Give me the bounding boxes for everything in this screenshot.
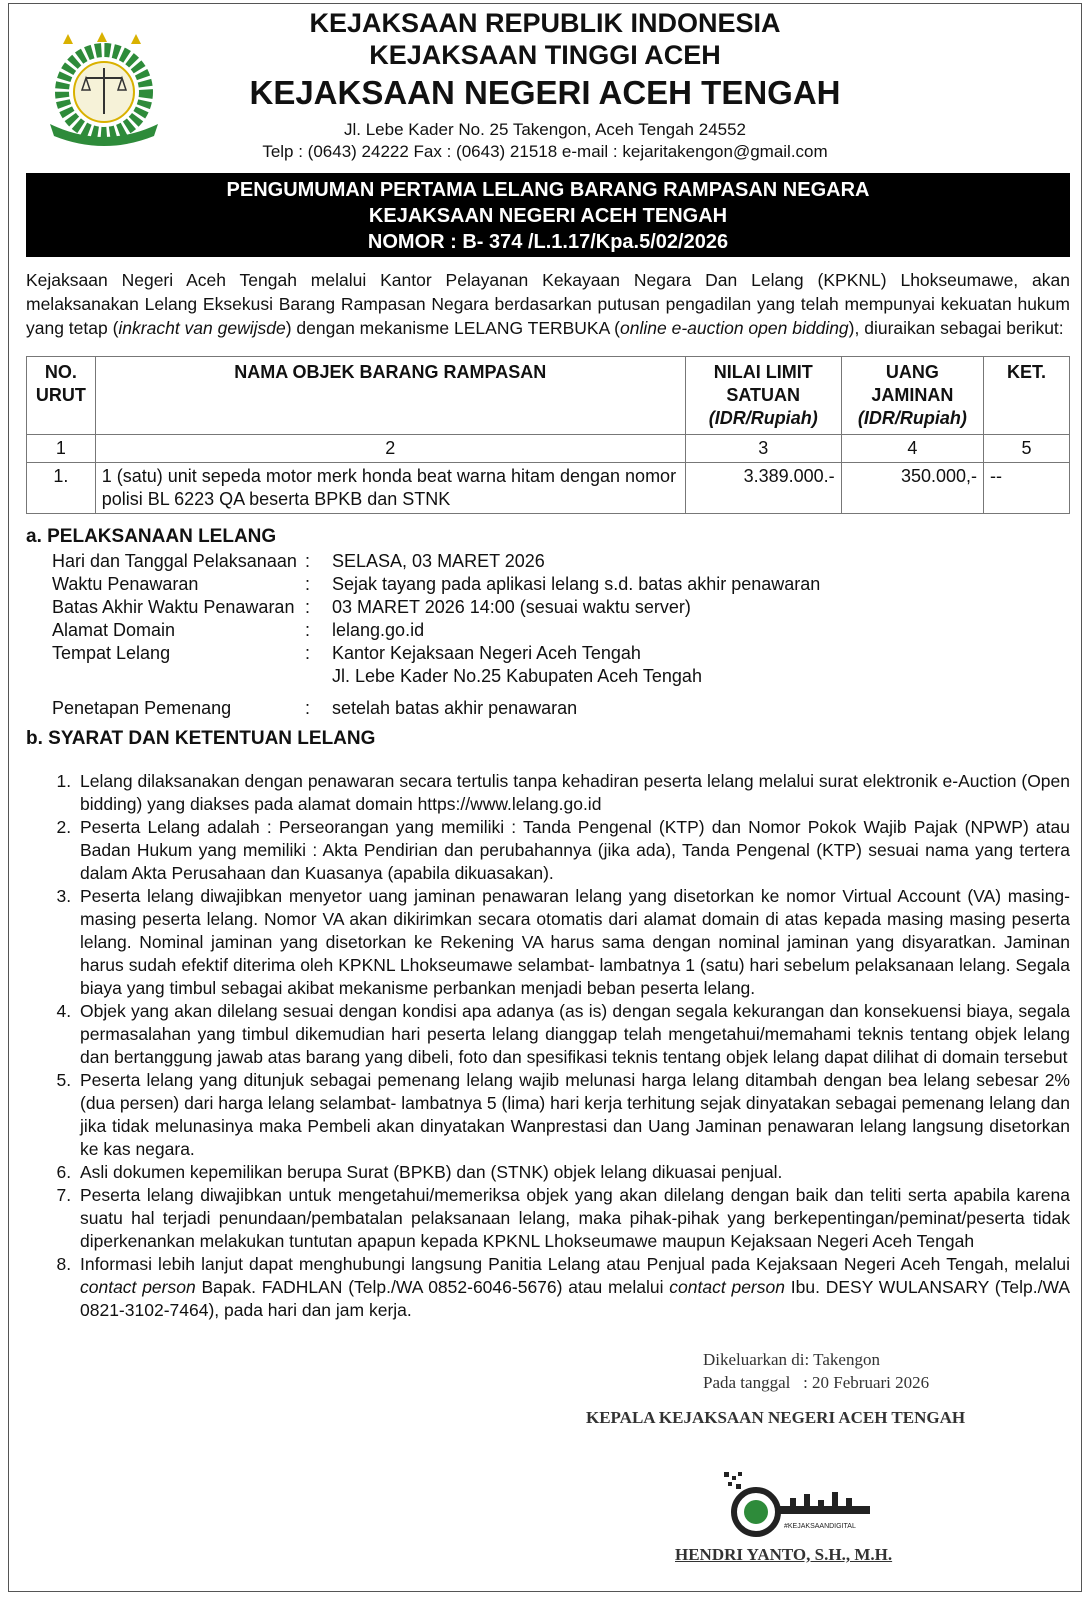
header-jaminan-label: UANG JAMINAN xyxy=(871,362,954,405)
digital-signature-qr-icon xyxy=(720,1470,880,1540)
row-ket: -- xyxy=(984,463,1070,514)
schedule-key: Hari dan Tanggal Pelaksanaan xyxy=(52,551,297,571)
issued-place: Dikeluarkan di: Takengon xyxy=(703,1350,880,1369)
row-jaminan: 350.000,- xyxy=(841,463,983,514)
header-jaminan xyxy=(841,357,983,435)
list-item: 2. Peserta Lelang adalah : Perseorangan yang memiliki : Tanda Pengenal (KTP) dan Nomor Pokok Wajib Pajak (NPWP) atau Badan Hukum yang memiliki : Akta Pendirian dan perubahannya (jika ada), Tanda Pengenal (KTP) sesuai nama yang tertera dalam Akta Perusahaan dan Kuasanya (apabila dikuasakan). xyxy=(76,816,1070,885)
schedule-key: Alamat Domain xyxy=(52,620,176,640)
banner-line-1: PENGUMUMAN PERTAMA LELANG BARANG RAMPASAN NEGARA xyxy=(226,179,870,201)
header-name: NAMA OBJEK BARANG RAMPASAN xyxy=(95,357,685,435)
schedule-value: lelang.go.id xyxy=(332,620,425,640)
intro-paragraph xyxy=(26,268,1070,340)
schedule-colon: : xyxy=(305,698,311,718)
schedule-colon: : xyxy=(305,597,311,617)
header-no: NO. URUT xyxy=(27,357,96,435)
schedule-value: SELASA, 03 MARET 2026 xyxy=(332,551,545,571)
issued-date: Pada tanggal : 20 Februari 2026 xyxy=(703,1373,930,1392)
schedule-colon: : xyxy=(305,643,311,663)
intro-text-1: Kejaksaan Negeri Aceh Tengah melalui Kantor Pelayanan Kekayaan Negara Dan Lelang (KPKNL) Lhokseumawe, akan melaksanakan Lelang Eksekusi Barang Rampasan Negara berdasarkan putusan pengadilan yang telah mempunyai kekuatan hukum yang tetap ( xyxy=(26,270,1070,338)
header-line-1: KEJAKSAAN REPUBLIK INDONESIA xyxy=(309,8,781,38)
intro-italic-1: inkracht van gewijsde xyxy=(118,318,286,338)
intro-italic-2: online e-auction open bidding xyxy=(620,318,849,338)
header-line-2: KEJAKSAAN TINGGI ACEH xyxy=(369,40,721,70)
row-no: 1. xyxy=(27,463,96,514)
header-limit-label: NILAI LIMIT SATUAN xyxy=(713,362,813,405)
list-item: 4. Objek yang akan dilelang sesuai dengan kondisi apa adanya (as is) dengan segala kekurangan dan konsekuensi biaya, segala permasalahan yang timbul dikemudian hari peserta lelang dianggap telah mengetahui/memahami teknis tentang objek lelang dan bertanggung jawab atas barang yang dibeli, foto dan spesifikasi teknis tentang objek lelang dapat dilihat di domain tersebut xyxy=(76,1000,1070,1069)
auction-items-table xyxy=(26,356,1070,514)
list-item: 1. Lelang dilaksanakan dengan penawaran secara tertulis tanpa kehadiran peserta lelang melalui surat elektronik e-Auction (Open bidding) yang diakses pada alamat domain https://www.lelang.go.id xyxy=(76,770,1070,816)
kejaksaan-logo-icon xyxy=(40,28,176,148)
schedule-colon: : xyxy=(305,574,311,594)
section-pelaksanaan-title: a. PELAKSANAAN LELANG xyxy=(26,526,277,547)
item8-text-e: Ibu. DESY WULANSARY (Telp./WA 0821-3102-7464), pada hari dan jam kerja. xyxy=(80,1277,1070,1320)
col-number: 2 xyxy=(95,435,685,463)
header-limit-unit: (IDR/Rupiah) xyxy=(708,408,818,428)
col-number: 5 xyxy=(984,435,1070,463)
table-header-row xyxy=(27,357,1070,435)
list-item xyxy=(76,1253,1070,1322)
schedule-value: Sejak tayang pada aplikasi lelang s.d. batas akhir penawaran xyxy=(332,574,821,594)
terms-list xyxy=(26,770,1070,1322)
schedule-value: Kantor Kejaksaan Negeri Aceh Tengah xyxy=(332,643,641,663)
banner-line-2: KEJAKSAAN NEGERI ACEH TENGAH xyxy=(368,205,728,227)
row-limit: 3.389.000.- xyxy=(685,463,841,514)
schedule-key: Penetapan Pemenang xyxy=(52,698,232,718)
schedule-value: 03 MARET 2026 14:00 (sesuai waktu server) xyxy=(332,597,691,617)
list-item: 6. Asli dokumen kepemilikan berupa Surat (BPKB) dan (STNK) objek lelang dikuasai penjual. xyxy=(76,1161,1070,1184)
item8-text-a: Informasi lebih lanjut dapat menghubungi langsung Panitia Lelang atau Penjual pada Kejaksaan Negeri Aceh Tengah, melalui xyxy=(80,1254,1070,1274)
schedule-value: setelah batas akhir penawaran xyxy=(332,698,578,718)
list-item: 3. Peserta lelang diwajibkan menyetor uang jaminan penawaran lelang yang disetorkan ke nomor Virtual Account (VA) masing-masing peserta lelang. Nomor VA akan dikirimkan secara otomatis dari alamat domain di atas kepada masing masing peserta lelang. Nominal jaminan yang disetorkan ke Rekening VA harus sama dengan nominal jaminan yang disyaratkan. Jaminan harus sudah efektif diterima oleh KPKNL Lhokseumawe selambat- lambatnya 1 (satu) hari sebelum pelaksanaan lelang. Segala biaya yang timbul sebagai akibat mekanisme perbankan menjadi beban peserta lelang. xyxy=(76,885,1070,1000)
section-syarat-title: b. SYARAT DAN KETENTUAN LELANG xyxy=(26,728,376,749)
schedule-value-line-2: Jl. Lebe Kader No.25 Kabupaten Aceh Tengah xyxy=(332,666,702,686)
col-number: 4 xyxy=(841,435,983,463)
item8-italic-d: contact person xyxy=(669,1277,785,1297)
list-item: 5. Peserta lelang yang ditunjuk sebagai pemenang lelang wajib melunasi harga lelang ditambah dengan bea lelang sebesar 2% (dua persen) dari harga lelang selambat- lambatnya 5 (lima) hari kerja terhitung sejak dinyatakan sebagai pemenang lelang dan jika tidak melunasinya maka Pembeli akan dinyatakan Wanprestasi dan Uang Jaminan penawaran lelang langsung disetorkan ke kas negara. xyxy=(76,1069,1070,1161)
header-line-3: KEJAKSAAN NEGERI ACEH TENGAH xyxy=(249,74,841,111)
header-jaminan-unit: (IDR/Rupiah) xyxy=(857,408,967,428)
header-contact: Telp : (0643) 24222 Fax : (0643) 21518 e-mail : kejaritakengon@gmail.com xyxy=(262,142,828,161)
schedule-colon: : xyxy=(305,551,311,571)
qr-caption: #KEJAKSAANDIGITAL xyxy=(784,1523,856,1530)
header-ket: KET. xyxy=(984,357,1070,435)
schedule-key: Waktu Penawaran xyxy=(52,574,199,594)
list-item: 7. Peserta lelang diwajibkan untuk mengetahui/memeriksa objek yang akan dilelang dengan baik dan teliti serta apabila karena suatu hal terjadi penundaan/pembatalan pelaksanaan lelang, maka pihak-pihak yang berkepentingan/peminat/peserta tidak diperkenankan melakukan tuntutan apapun kepada KPKNL Lhokseumawe maupun Kejaksaan Negeri Aceh Tengah xyxy=(76,1184,1070,1253)
schedule-key: Batas Akhir Waktu Penawaran xyxy=(52,597,295,617)
banner-line-3: NOMOR : B- 374 /L.1.17/Kpa.5/02/2026 xyxy=(367,231,729,253)
signatory-name: HENDRI YANTO, S.H., M.H. xyxy=(675,1545,893,1564)
item8-text-c: Bapak. FADHLAN (Telp./WA 0852-6046-5676) atau melalui xyxy=(195,1277,670,1297)
signatory-position: KEPALA KEJAKSAAN NEGERI ACEH TENGAH xyxy=(586,1408,966,1427)
schedule-colon: : xyxy=(305,620,311,640)
intro-text-2: ) dengan mekanisme LELANG TERBUKA ( xyxy=(285,318,621,338)
announcement-banner xyxy=(26,173,1070,257)
item8-italic-b: contact person xyxy=(80,1277,196,1297)
header-limit xyxy=(685,357,841,435)
table-numbering-row xyxy=(27,435,1070,463)
header-address: Jl. Lebe Kader No. 25 Takengon, Aceh Tengah 24552 xyxy=(343,120,747,139)
schedule-key: Tempat Lelang xyxy=(52,643,171,663)
table-row xyxy=(27,463,1070,514)
col-number: 1 xyxy=(27,435,96,463)
intro-text-3: ), diuraikan sebagai berikut: xyxy=(848,318,1064,338)
col-number: 3 xyxy=(685,435,841,463)
row-name: 1 (satu) unit sepeda motor merk honda beat warna hitam dengan nomor polisi BL 6223 QA beserta BPKB dan STNK xyxy=(95,463,685,514)
